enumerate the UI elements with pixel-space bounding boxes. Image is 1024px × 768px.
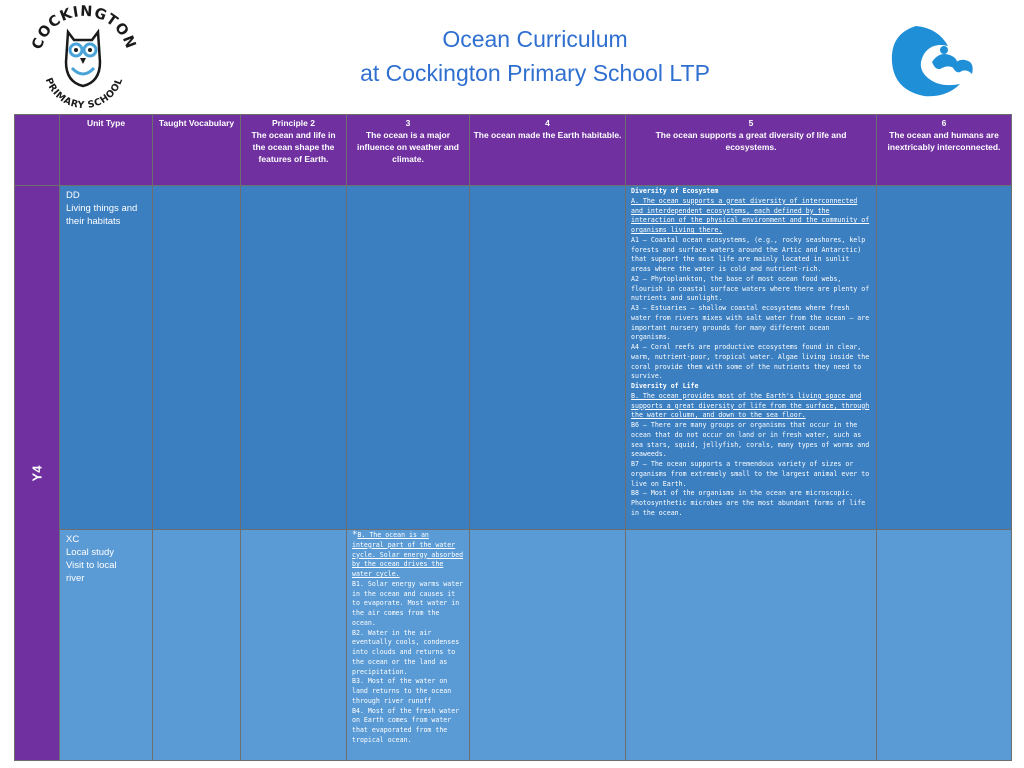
year-label: Y4 — [15, 186, 60, 761]
table-row — [15, 530, 1012, 761]
header-principle-6: 6 The ocean and humans are inextricably interconnected. — [877, 115, 1012, 186]
title-line-1: Ocean Curriculum — [442, 26, 628, 52]
logo-text-top: COCKINGTON — [29, 3, 139, 52]
header-principle-4: 4 The ocean made the Earth habitable. — [470, 115, 626, 186]
unit-cell-dd: DD Living things and their habitats — [60, 186, 153, 530]
logo-text-bottom: PRIMARY SCHOOL — [42, 76, 126, 108]
vocab-cell — [153, 530, 241, 761]
header-corner — [15, 115, 60, 186]
p5-cell — [626, 530, 877, 761]
p3-cell-water-cycle: *B. The ocean is an integral part of the water cycle. Solar energy absorbed by the ocean drives the water cycle. B1. Solar energy warms water in the ocean and causes it to evaporate. Most water in the air comes from the ocean. B2. Water in the air eventually cools, condenses into clouds and returns to the ocean or the land as precipitation. B3. Most of the water on land returns to the ocean through river runoff B4. Most of the fresh water on Earth comes from water that evaporated from the tropical ocean. — [347, 530, 470, 761]
ocean-wave-logo — [886, 20, 976, 100]
header-taught-vocabulary: Taught Vocabulary — [153, 115, 241, 186]
vocab-cell — [153, 186, 241, 530]
header-row — [15, 115, 1012, 186]
p4-cell — [470, 530, 626, 761]
p2-cell — [241, 186, 347, 530]
p6-cell — [877, 530, 1012, 761]
unit-cell-xc: XC Local study Visit to local river — [60, 530, 153, 761]
title-line-2: at Cockington Primary School LTP — [360, 60, 710, 86]
p2-cell — [241, 530, 347, 761]
p4-cell — [470, 186, 626, 530]
table-row — [15, 186, 1012, 530]
header-principle-3: 3 The ocean is a major influence on weather and climate. — [347, 115, 470, 186]
page-title — [300, 22, 770, 90]
p3-cell — [347, 186, 470, 530]
owl-icon — [66, 32, 100, 86]
ltp-table — [14, 114, 1012, 761]
header-unit-type: Unit Type — [60, 115, 153, 186]
header-principle-5: 5 The ocean supports a great diversity of life and ecosystems. — [626, 115, 877, 186]
p6-cell — [877, 186, 1012, 530]
p5-cell-diversity: Diversity of Ecosystem A. The ocean supports a great diversity of interconnected and interdependent ecosystems, each defined by the interaction of the physical environment and the community of organisms living there. A1 – Coastal ocean ecosystems, (e.g., rocky seashores, kelp forests and surface waters around the Artic and Antarctic) that support the most life are mainly located in sunlit areas where the water is cold and nutrient-rich. A2 – Phytoplankton, the base of most ocean food webs, flourish in coastal surface waters where there are plenty of nutrients and sunlight. A3 – Estuaries – shallow coastal ecosystems where fresh water from rivers mixes with salt water from the ocean – are important nursery grounds for many different ocean organisms. A4 – Coral reefs are productive ecosystems found in clear, warm, nutrient-poor, tropical water. Algae living inside the coral provide them with some of the nutrients they need to survive. Diversity of Life B. The ocean provides most of the Earth's living space and supports a great diversity of life from the surface, through the water column, and down to the sea floor. B6 – There are many groups or organisms that occur in the ocean that do not occur on land or in fresh water, such as sea stars, squid, jellyfish, corals, many types of worms and seaweeds. B7 – The ocean supports a tremendous variety of sizes or organisms from extremely small to the largest animal ever to live on Earth. B8 – Most of the organisms in the ocean are microscopic. Photosynthetic microbes are the most abundant forms of life in the ocean. — [626, 186, 877, 530]
header — [0, 0, 1024, 110]
header-principle-2: Principle 2 The ocean and life in the ocean shape the features of Earth. — [241, 115, 347, 186]
school-logo — [24, 2, 142, 108]
